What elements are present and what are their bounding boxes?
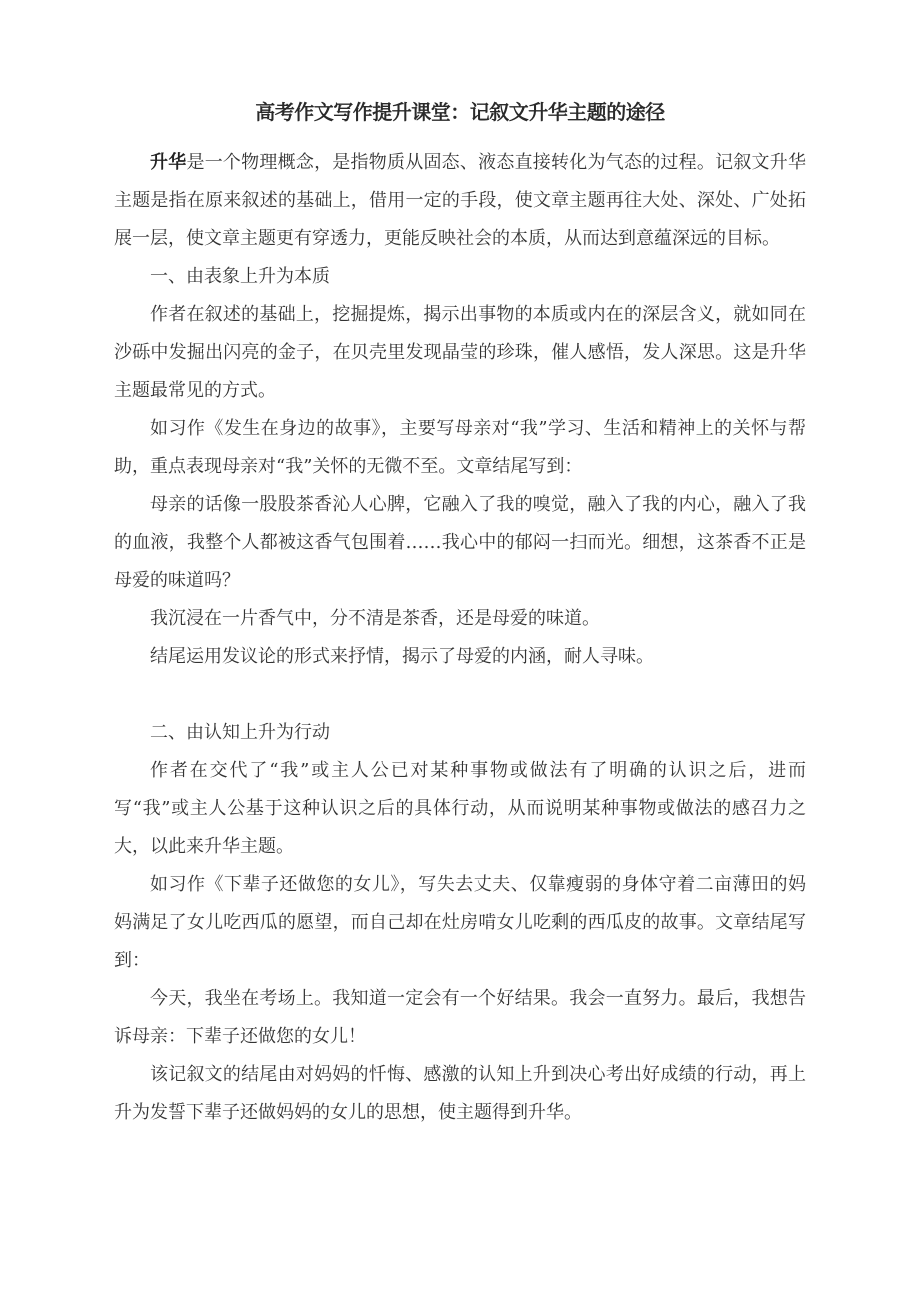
paragraph: 该记叙文的结尾由对妈妈的忏悔、感激的认知上升到决心考出好成绩的行动，再上升为发誓下辈子还做妈妈的女儿的思想，使主题得到升华。 [114, 1064, 806, 1123]
document-title: 高考作文写作提升课堂：记叙文升华主题的途径 [255, 100, 665, 124]
paragraph: 结尾运用发议论的形式来抒情，揭示了母爱的内涵，耐人寻味。 [150, 646, 654, 667]
paragraph: 作者在叙述的基础上，挖掘提炼，揭示出事物的本质或内在的深层含义，就如同在沙砾中发掘出闪亮的金子，在贝壳里发现晶莹的珍珠，催人感悟，发人深思。这是升华主题最常见的方式。 [114, 304, 806, 401]
intro-text: 是一个物理概念，是指物质从固态、液态直接转化为气态的过程。记叙文升华主题是指在原来叙述的基础上，借用一定的手段，使文章主题再往大处、深处、广处拓展一层，使文章主题更有穿透力，更能反映社会的本质，从而达到意蕴深远的目标。 [114, 152, 807, 249]
document-body [114, 144, 806, 1132]
intro-paragraph [114, 144, 806, 258]
intro-bold-term: 升华 [150, 152, 187, 173]
quote-paragraph: 母亲的话像一股股茶香沁人心脾，它融入了我的嗅觉，融入了我的内心，融入了我的血液，我整个人都被这香气包围着……我心中的郁闷一扫而光。细想，这茶香不正是母爱的味道吗？ [114, 494, 806, 591]
section-heading-2: 二、由认知上升为行动 [150, 722, 330, 743]
section-heading-1: 一、由表象上升为本质 [150, 266, 330, 287]
paragraph: 如习作《下辈子还做您的女儿》，写失去丈夫、仅靠瘦弱的身体守着二亩薄田的妈妈满足了女儿吃西瓜的愿望，而自己却在灶房啃女儿吃剩的西瓜皮的故事。文章结尾写到： [114, 874, 806, 971]
paragraph: 作者在交代了“我”或主人公已对某种事物或做法有了明确的认识之后，进而写“我”或主人公基于这种认识之后的具体行动，从而说明某种事物或做法的感召力之大，以此来升华主题。 [114, 760, 806, 857]
quote-paragraph: 我沉浸在一片香气中，分不清是茶香，还是母爱的味道。 [150, 608, 600, 629]
blank-line [114, 676, 806, 714]
quote-paragraph: 今天，我坐在考场上。我知道一定会有一个好结果。我会一直努力。最后，我想告诉母亲：下辈子还做您的女儿！ [114, 988, 806, 1047]
paragraph: 如习作《发生在身边的故事》，主要写母亲对“我”学习、生活和精神上的关怀与帮助，重点表现母亲对“我”关怀的无微不至。文章结尾写到： [114, 418, 806, 477]
